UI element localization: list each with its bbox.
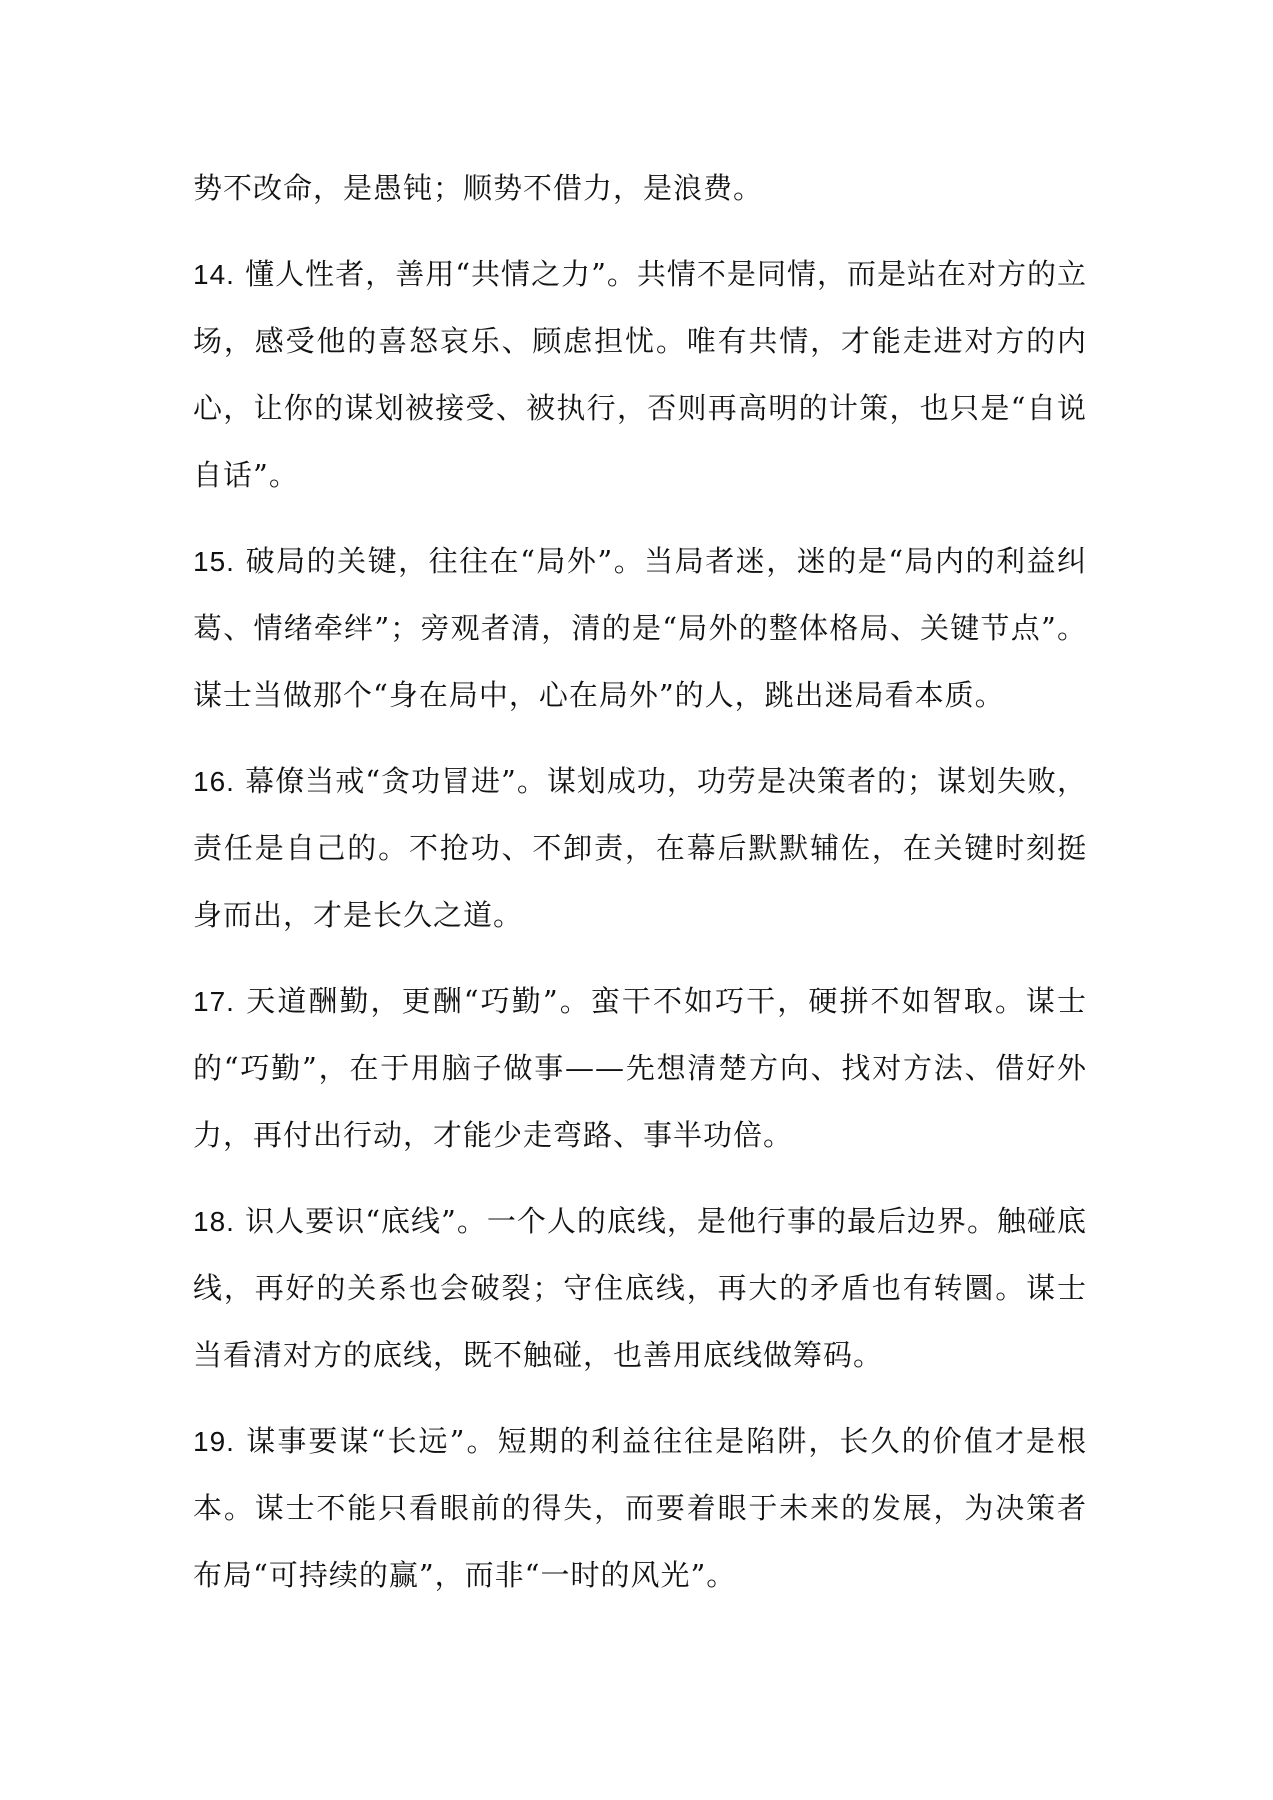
paragraph-15 xyxy=(193,528,1087,729)
paragraph-number: 18. xyxy=(193,1206,235,1237)
document-body xyxy=(193,155,1087,1628)
paragraph-14 xyxy=(193,241,1087,509)
paragraph-18 xyxy=(193,1188,1087,1389)
paragraph-number: 16. xyxy=(193,766,235,797)
paragraph-number: 17. xyxy=(193,986,235,1017)
paragraph-text: 势不改命，是愚钝；顺势不借力，是浪费。 xyxy=(193,171,764,205)
paragraph-16 xyxy=(193,748,1087,949)
paragraph-text: 识人要识“底线”。一个人的底线，是他行事的最后边界。触碰底线，再好的关系也会破裂；守住底线，再大的矛盾也有转圜。谋士当看清对方的底线，既不触碰，也善用底线做筹码。 xyxy=(193,1204,1088,1372)
paragraph-text: 破局的关键，往往在“局外”。当局者迷，迷的是“局内的利益纠葛、情绪牵绊”；旁观者清，清的是“局外的整体格局、关键节点”。谋士当做那个“身在局中，心在局外”的人，跳出迷局看本质。 xyxy=(193,544,1087,712)
paragraph-number: 14. xyxy=(193,259,235,290)
paragraph-number: 19. xyxy=(193,1426,235,1457)
paragraph-text: 天道酬勤，更酬“巧勤”。蛮干不如巧干，硬拼不如智取。谋士的“巧勤”，在于用脑子做事——先想清楚方向、找对方法、借好外力，再付出行动，才能少走弯路、事半功倍。 xyxy=(193,984,1087,1152)
paragraph-19 xyxy=(193,1408,1087,1609)
paragraph-text: 幕僚当戒“贪功冒进”。谋划成功，功劳是决策者的；谋划失败，责任是自己的。不抢功、不卸责，在幕后默默辅佐，在关键时刻挺身而出，才是长久之道。 xyxy=(193,764,1088,932)
paragraph-text: 谋事要谋“长远”。短期的利益往往是陷阱，长久的价值才是根本。谋士不能只看眼前的得失，而要着眼于未来的发展，为决策者布局“可持续的赢”，而非“一时的风光”。 xyxy=(193,1424,1087,1592)
paragraph-13-continued xyxy=(193,155,1087,222)
paragraph-text: 懂人性者，善用“共情之力”。共情不是同情，而是站在对方的立场，感受他的喜怒哀乐、顾虑担忧。唯有共情，才能走进对方的内心，让你的谋划被接受、被执行，否则再高明的计策，也只是“自说自话”。 xyxy=(193,257,1088,492)
paragraph-17 xyxy=(193,968,1087,1169)
paragraph-number: 15. xyxy=(193,546,235,577)
